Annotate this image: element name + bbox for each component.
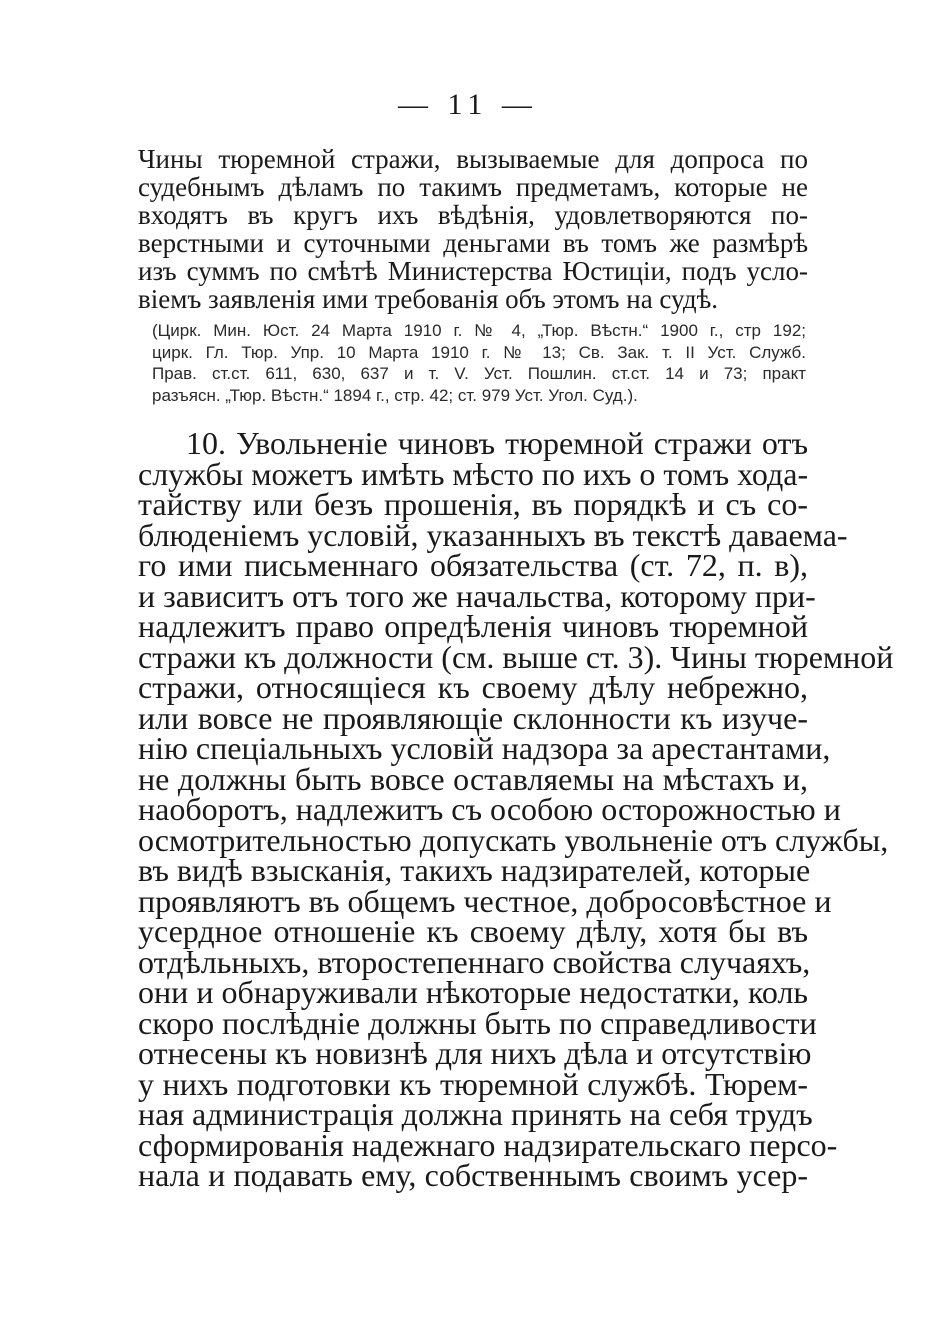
text-line: блюденіемъ условій, указанныхъ въ текстѣ даваема- <box>138 516 848 553</box>
text-line: судебнымъ дѣламъ по такимъ предметамъ, которые не <box>138 172 808 202</box>
text-line: отнесены къ новизнѣ для нихъ дѣла и отсутствію <box>138 1035 812 1071</box>
text-line: верстными и суточными деньгами въ томъ же размѣрѣ <box>138 228 808 258</box>
text-line: Чины тюремной стражи, вызываемые для допроса по <box>138 144 808 174</box>
text-line: усердное отношеніе къ своему дѣлу, хотя бы въ <box>138 913 808 949</box>
text-line: они и обнаруживали нѣкоторые недостатки, коль <box>138 974 808 1010</box>
note-line-last: разъясн. „Тюр. Вѣстн.“ 1894 г., стр. 42; ст. 979 Уст. Угол. Суд.). <box>152 385 638 405</box>
text-line: ная администрація должна принять на себя трудъ <box>138 1096 813 1132</box>
text-line: у нихъ подготовки къ тюремной службѣ. Тюрем- <box>138 1065 808 1102</box>
text-line: сформированія надежнаго надзирательскаго персо- <box>138 1126 838 1163</box>
text-line: проявляютъ въ общемъ честное, добросовѣстное и <box>138 882 832 919</box>
paragraph-prisoner-guards-allowance <box>138 145 808 313</box>
legal-references-note <box>152 320 806 406</box>
text-line: изъ суммъ по смѣтѣ Министерства Юстиціи, подъ усло- <box>138 256 808 286</box>
text-line: службы можетъ имѣть мѣсто по ихъ о томъ хода- <box>138 455 809 492</box>
text-line: входятъ въ кругъ ихъ вѣдѣнія, удовлетворяются по- <box>138 200 808 230</box>
note-line: (Цирк. Мин. Юст. 24 Марта 1910 г. № 4, „Тюр. Вѣстн.“ 1900 г., стр 192; <box>152 321 806 340</box>
text-line: не должны быть вовсе оставляемы на мѣстахъ и, <box>138 760 808 797</box>
text-line: или вовсе не проявляющіе склонности къ изуче- <box>138 699 808 736</box>
text-line: скоро послѣдніе должны быть по справедливости <box>138 1004 817 1041</box>
text-line: наоборотъ, надлежитъ съ особою осторожностью и <box>138 791 841 827</box>
text-line: стражи къ должности (см. выше ст. 3). Чины тюремной <box>138 638 894 675</box>
text-line: нала и подавать ему, собственнымъ своимъ усер- <box>138 1157 808 1193</box>
text-line: надлежитъ право опредѣленія чиновъ тюремной <box>138 608 808 644</box>
text-line: въ видѣ взысканія, такихъ надзирателей, которые <box>138 852 811 888</box>
note-line: цирк. Гл. Тюр. Упр. 10 Марта 1910 г. № 13; Св. Зак. т. II Уст. Служб. <box>152 342 806 362</box>
text-line: отдѣльныхъ, второстепеннаго свойства случаяхъ, <box>138 943 811 980</box>
note-line: Прав. ст.ст. 611, 630, 637 и т. V. Уст. Пошлин. ст.ст. 14 и 73; практ <box>152 364 806 383</box>
text-line: и зависитъ отъ того же начальства, которому при- <box>138 577 816 614</box>
text-line-last: віемъ заявленія ими требованія объ этомъ на судѣ. <box>138 284 718 314</box>
text-line: стражи, относящіеся къ своему дѣлу небрежно, <box>138 669 808 705</box>
paragraph-10-dismissal <box>138 425 894 1193</box>
text-line: осмотрительностью допускать увольненіе отъ службы, <box>138 821 889 858</box>
text-line: тайству или безъ прошенія, въ порядкѣ и съ со- <box>138 486 808 522</box>
text-line: го ими письменнаго обязательства (ст. 72, п. в), <box>138 547 808 583</box>
text-line: нію спеціальныхъ условій надзора за арестантами, <box>138 730 831 766</box>
page-number: — 11 — <box>398 88 538 121</box>
text-line: 10. Увольненіе чиновъ тюремной стражи отъ <box>186 425 808 461</box>
